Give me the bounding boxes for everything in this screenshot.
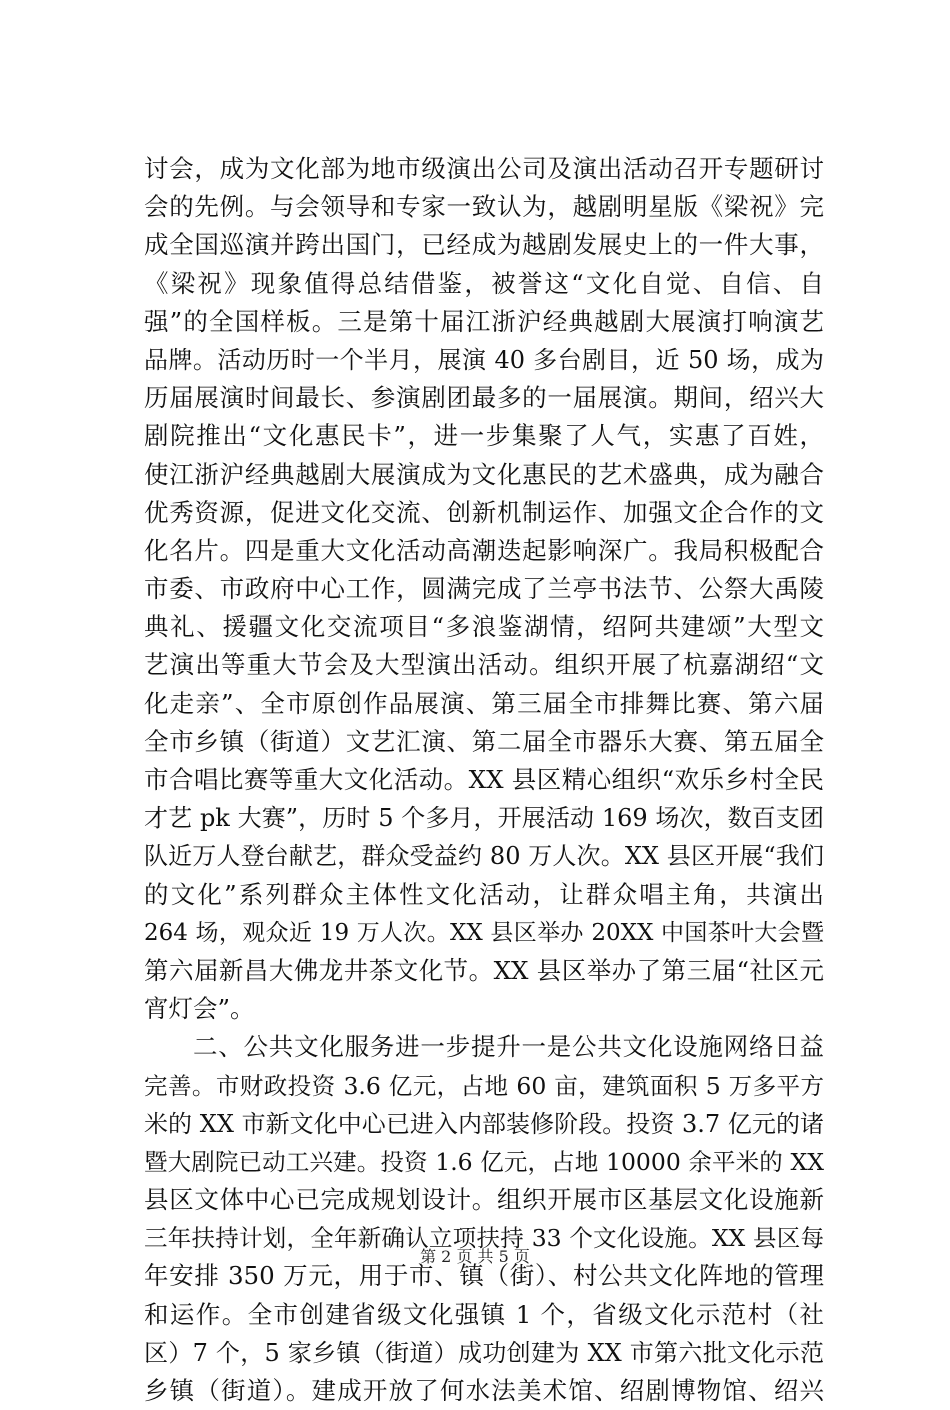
text-line: 讨会，成为文化部为地市级演出公司及演出活动召开专题研讨 [144,154,824,183]
text-line: 乡镇（街道）。建成开放了何水法美术馆、绍剧博物馆、绍兴 [144,1376,824,1405]
paragraph-2 [144,1028,824,1410]
text-line: 才艺 pk 大赛”，历时 5 个多月，开展活动 169 场次，数百支团 [144,804,824,833]
text-line: 队近万人登台献艺，群众受益约 80 万人次。XX 县区开展“我们 [144,842,824,871]
text-line: 强”的全国样板。三是第十届江浙沪经典越剧大展演打响演艺 [144,306,824,336]
body-text [144,150,824,1410]
text-line: 化名片。四是重大文化活动高潮迭起影响深广。我局积极配合 [144,535,824,565]
text-line: 化走亲”、全市原创作品展演、第三届全市排舞比赛、第六届 [144,688,824,718]
text-line: 的文化”系列群众主体性文化活动，让群众唱主角，共演出 [144,879,824,909]
text-line: 二、公共文化服务进一步提升一是公共文化设施网络日益 [193,1032,824,1062]
text-line: 市委、市政府中心工作，圆满完成了兰亭书法节、公祭大禹陵 [144,574,824,604]
text-line: 县区文体中心已完成规划设计。组织开展市区基层文化设施新 [144,1185,824,1215]
text-line: 完善。市财政投资 3.6 亿元，占地 60 亩，建筑面积 5 万多平方 [144,1071,824,1100]
text-line: 品牌。活动历时一个半月，展演 40 多台剧目，近 50 场，成为 [144,345,824,374]
text-line: 《梁祝》现象值得总结借鉴，被誉这“文化自觉、自信、自 [144,268,824,298]
text-line: 典礼、援疆文化交流项目“多浪鉴湖情，绍阿共建颂”大型文 [144,612,824,642]
text-line: 区）7 个，5 家乡镇（街道）成功创建为 XX 市第六批文化示范 [144,1338,824,1367]
text-line: 成全国巡演并跨出国门，已经成为越剧发展史上的一件大事， [144,230,824,260]
text-line: 三年扶持计划，全年新确认立项扶持 33 个文化设施。XX 县区每 [144,1224,824,1253]
text-line: 使江浙沪经典越剧大展演成为文化惠民的艺术盛典，成为融合 [144,459,824,489]
page-number-footer: 第 2 页 共 5 页 [420,1247,530,1266]
text-line: 艺演出等重大节会及大型演出活动。组织开展了杭嘉湖绍“文 [144,650,824,680]
text-line: 第六届新昌大佛龙井茶文化节。XX 县区举办了第三届“社区元 [144,955,824,985]
text-line: 历届展演时间最长、参演剧团最多的一届展演。期间，绍兴大 [144,383,824,413]
text-line: 和运作。全市创建省级文化强镇 1 个，省级文化示范村（社 [144,1299,824,1329]
text-line: 264 场，观众近 19 万人次。XX 县区举办 20XX 中国茶叶大会暨 [144,919,824,946]
text-line: 全市乡镇（街道）文艺汇演、第二届全市器乐大赛、第五届全 [144,726,824,756]
text-line: 剧院推出“文化惠民卡”，进一步集聚了人气，实惠了百姓， [144,421,824,451]
paragraph-1 [144,150,824,1028]
text-line: 米的 XX 市新文化中心已进入内部装修阶段。投资 3.7 亿元的诸 [144,1109,824,1138]
text-line: 宵灯会”。 [144,994,255,1024]
text-line: 会的先例。与会领导和专家一致认为，越剧明星版《梁祝》完 [144,192,824,222]
text-line: 年安排 350 万元，用于市、镇（街）、村公共文化阵地的管理 [144,1261,824,1291]
text-line: 市合唱比赛等重大文化活动。XX 县区精心组织“欢乐乡村全民 [144,765,824,794]
text-line: 暨大剧院已动工兴建。投资 1.6 亿元，占地 10000 余平米的 XX [144,1147,824,1176]
text-line: 优秀资源，促进文化交流、创新机制运作、加强文企合作的文 [144,497,824,527]
